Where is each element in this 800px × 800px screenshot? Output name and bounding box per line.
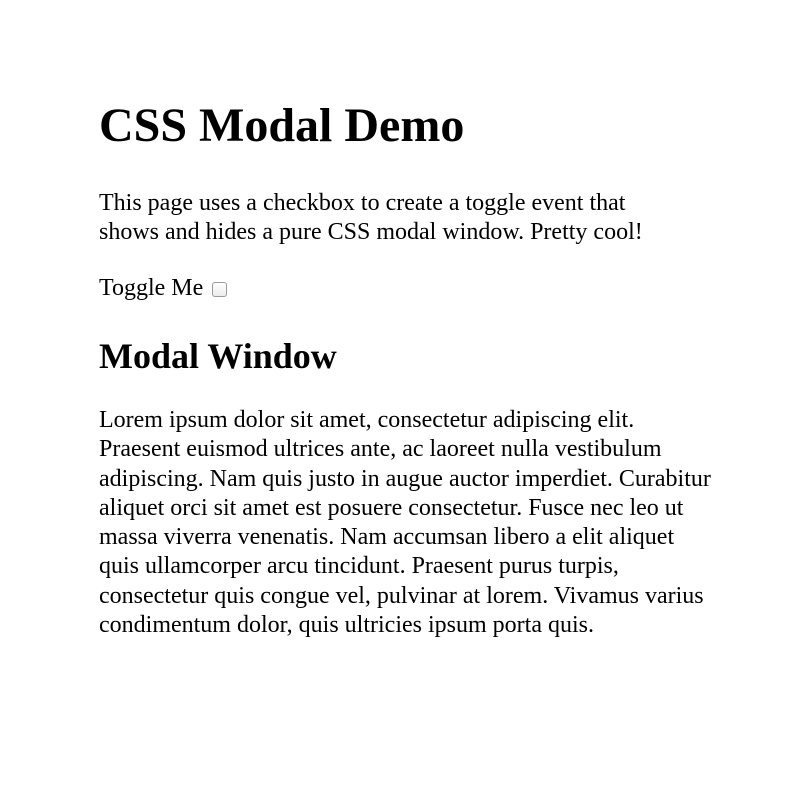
toggle-label[interactable]: Toggle Me xyxy=(99,274,204,301)
modal-title: Modal Window xyxy=(99,336,337,376)
page-title: CSS Modal Demo xyxy=(99,99,465,152)
toggle-row xyxy=(99,272,227,304)
modal-body-text: Lorem ipsum dolor sit amet, consectetur adipiscing elit. Praesent euismod ultrices ante, ac laoreet nulla vestibulum adipiscing. Nam quis justo in augue auctor imperdiet. Curabitur aliquet orci sit amet est posuere consectetur. Fusce nec leo ut massa viverra venenatis. Nam accumsan libero a elit aliquet quis ullamcorper arcu tincidunt. Praesent purus turpis, consectetur quis congue vel, pulvinar at lorem. Vivamus varius condimentum dolor, quis ultricies ipsum porta quis. xyxy=(99,407,711,639)
intro-paragraph: This page uses a checkbox to create a toggle event that shows and hides a pure CSS modal window. Pretty cool! xyxy=(99,190,643,245)
toggle-checkbox[interactable] xyxy=(212,282,227,297)
